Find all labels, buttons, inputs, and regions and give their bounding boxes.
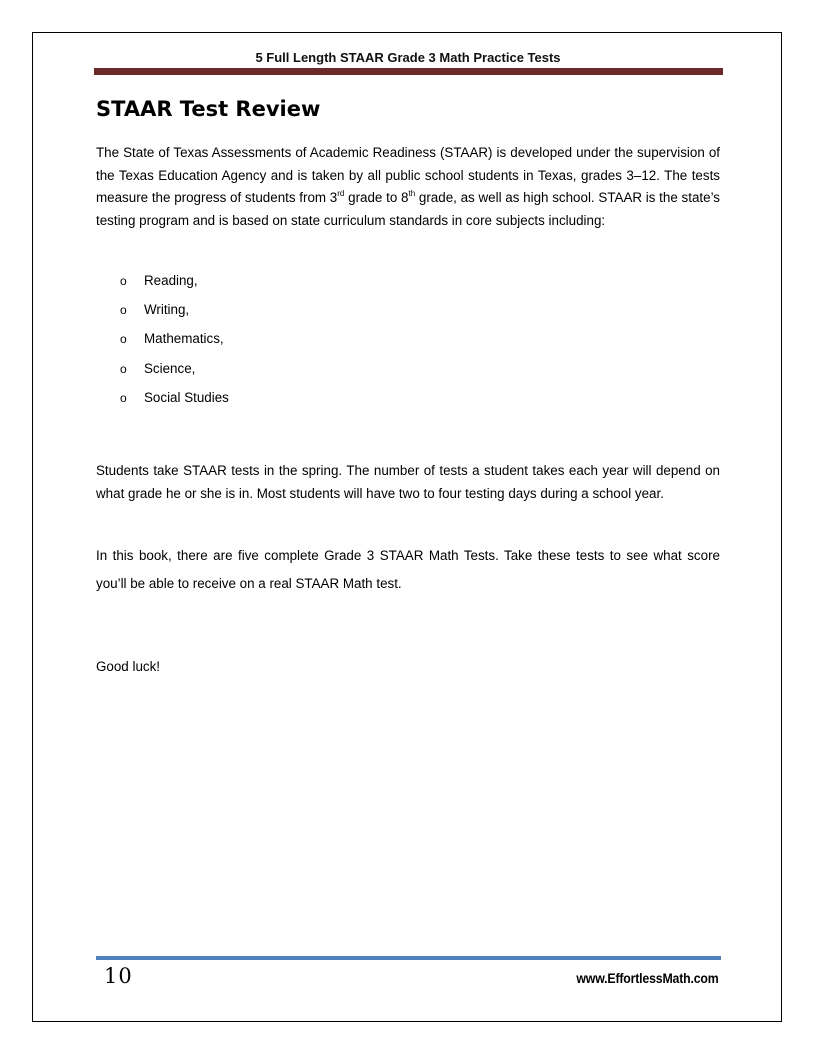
testing-paragraph: Students take STAAR tests in the spring. The number of tests a student takes each year will depend on what grade he or she is in. Most students will have two to four testing days during a school year. bbox=[96, 463, 720, 501]
list-item-label: Reading, bbox=[144, 272, 198, 288]
circle-bullet-icon: o bbox=[120, 302, 127, 317]
intro-text-part3: grade, as well as high school. STAAR is the state’s testing program and is based on state curriculum standards in core subjects including: bbox=[96, 190, 720, 228]
circle-bullet-icon: o bbox=[120, 332, 127, 347]
book-paragraph: In this book, there are five complete Grade 3 STAAR Math Tests. Take these tests to see what score you’ll be able to receive on a real STAAR Math test. bbox=[96, 548, 720, 591]
list-item bbox=[120, 354, 229, 383]
circle-bullet-icon: o bbox=[120, 390, 127, 405]
list-item bbox=[120, 266, 229, 295]
intro-text-part2: grade to 8 bbox=[344, 190, 409, 206]
intro-paragraph bbox=[96, 142, 720, 232]
list-item-label: Social Studies bbox=[144, 389, 229, 405]
intro-text-part1: The State of Texas Assessments of Academic Readiness (STAAR) is developed under the supervision of the Texas Education Agency and is taken by all public school students in Texas, grades 3–12. The tests measure the progress of students from 3 bbox=[96, 145, 720, 206]
page-number: 10 bbox=[104, 964, 133, 988]
running-header: 5 Full Length STAAR Grade 3 Math Practice Tests bbox=[255, 50, 561, 65]
list-item-label: Science, bbox=[144, 360, 196, 376]
header-rule bbox=[94, 68, 723, 75]
footer-rule bbox=[96, 956, 721, 960]
section-heading: STAAR Test Review bbox=[96, 97, 321, 121]
list-item-label: Writing, bbox=[144, 301, 190, 317]
list-item bbox=[120, 295, 229, 324]
superscript-th: th bbox=[408, 188, 416, 198]
closing-line: Good luck! bbox=[96, 659, 161, 674]
subjects-list bbox=[120, 266, 229, 412]
footer-website: www.EffortlessMath.com bbox=[576, 970, 719, 986]
circle-bullet-icon: o bbox=[120, 361, 127, 376]
list-item bbox=[120, 383, 229, 412]
superscript-rd: rd bbox=[337, 188, 345, 198]
list-item-label: Mathematics, bbox=[144, 331, 224, 347]
list-item bbox=[120, 325, 229, 354]
circle-bullet-icon: o bbox=[120, 273, 127, 288]
